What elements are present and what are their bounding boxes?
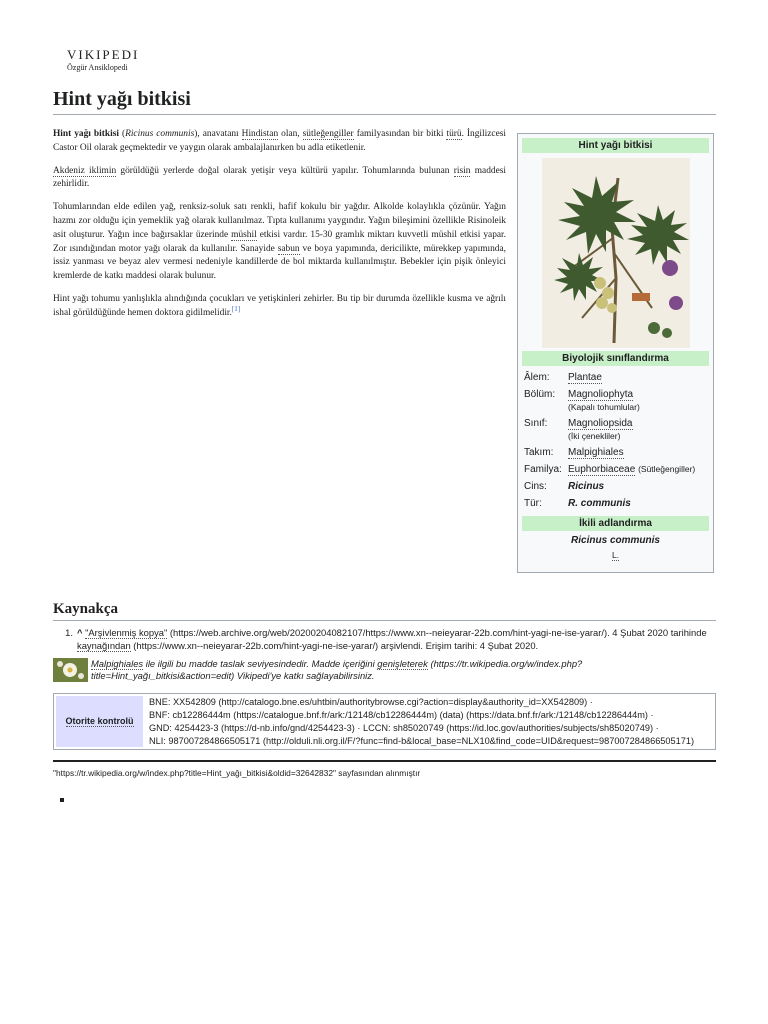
castor-plant-drawing [542, 158, 690, 348]
authority-line-bnf[interactable]: BNF: cb12286444m (https://catalogue.bnf.fr/ark:/12148/cb12286444m) (data) (https://data.bnf.fr/ark:/12148/cb12286444m) · [149, 710, 654, 720]
logo-wordmark: VIKIPEDI [67, 47, 140, 62]
link-turu[interactable]: türü [446, 129, 462, 139]
taxon-link[interactable]: Euphorbiaceae [568, 464, 636, 475]
taxon-note: (Sütleğengiller) [638, 464, 696, 474]
references-heading: Kaynakça [53, 598, 716, 621]
article-body [53, 128, 506, 330]
intro-paragraph-2 [53, 165, 506, 193]
taxon-key: Cins: [524, 481, 547, 492]
plant-illustration[interactable] [542, 158, 690, 348]
link-akdeniz-iklimi[interactable]: Akdeniz iklimin [53, 165, 117, 176]
taxon-row-genus [522, 478, 709, 495]
text: 4 Şubat 2020 tarihinde [609, 627, 707, 638]
binomial-name [522, 531, 709, 566]
taxon-row-order [522, 444, 709, 461]
authority-line-gnd-lccn[interactable]: GND: 4254423-3 (https://d-nb.info/gnd/4254423-3) · LCCN: sh85020749 (https://id.loc.gov/authorities/subjects/sh85020749) · [149, 723, 659, 733]
taxon-key: Âlem: [524, 372, 550, 383]
taxon-key: Tür: [524, 498, 542, 509]
text: Tohumlarından elde edilen yağ, renksiz-soluk satı renkli, hafif kokulu bir yağdır. Alkolde kolaylıkla çözünür. Yağın hazmı zor olduğu için yemeklik yağ olarak kullanılmaz. Tıpta kullanımı yaygındır. Yağın bileşimini özellikle Risinoleik asit oluşturur. Yağın ince bağırsaklar üzerinde [53, 202, 506, 240]
text: görüldüğü yerlerde doğal olarak yetişir veya kültürü yapılır. Tohumlarında bulunan [116, 165, 454, 176]
text: olan, [278, 129, 303, 139]
backlink-caret[interactable]: ^ [77, 627, 83, 638]
taxon-value: R. communis [568, 498, 631, 509]
authority-label-text[interactable]: Otorite kontrolü [65, 716, 134, 726]
text: ile ilgili bu madde taslak seviyesindedir. Madde içeriğini [143, 658, 378, 669]
authority-identifiers [145, 694, 698, 749]
authority-control-box [53, 693, 716, 750]
stub-url: (https://tr.wikipedia.org/w/index.php?title=Hint_yağı_bitkisi&action=edit) [91, 658, 583, 682]
text: etkisi vardır. 15-30 gramlık miktarı kuvvetli müshil etkisi yapar. Zor ısındığından motor yağı olarak da kullanılır. Sanayide [53, 229, 506, 254]
binomial-header: İkili adlandırma [522, 516, 709, 531]
taxon-key: Familya: [524, 464, 562, 475]
taxon-link[interactable]: Malpighiales [568, 447, 624, 458]
text: ), anavatanı [194, 129, 242, 139]
link-mushil[interactable]: müshil [231, 229, 257, 240]
list-bullet [60, 798, 64, 802]
reference-number: 1. [65, 627, 73, 638]
stub-notice [53, 658, 718, 683]
reference-url: (https://web.archive.org/web/20200204082107/https://www.xn--neieyarar-22b.com/hint-yagi-ne-ise-yarar/). [167, 627, 610, 638]
text: Vikipedi'ye katkı sağlayabilirsiniz. [234, 670, 375, 682]
classification-rows [522, 366, 709, 512]
stub-topic-link[interactable]: Malpighiales [91, 658, 144, 669]
expand-link[interactable]: genişleterek [377, 658, 428, 669]
intro-paragraph-1 [53, 128, 506, 156]
taxon-key: Takım: [524, 447, 554, 458]
wikipedia-logo[interactable] [67, 47, 147, 73]
taxon-row-kingdom [522, 369, 709, 386]
text: arşivlendi. Erişim tarihi: 4 Şubat 2020. [378, 639, 539, 651]
taxon-key: Sınıf: [524, 418, 548, 429]
link-risin[interactable]: risin [453, 165, 471, 176]
reference-list [53, 627, 718, 652]
reference-title-link[interactable]: "Arşivlenmiş kopya" [85, 627, 168, 638]
intro-paragraph-4 [53, 293, 506, 321]
scientific-name: Ricinus communis [125, 129, 195, 139]
reference-link-1[interactable]: [1] [231, 304, 241, 313]
taxon-note: (Kapalı tohumlular) [568, 402, 640, 412]
source-link[interactable]: kaynağından [77, 639, 131, 651]
taxobox [517, 133, 714, 573]
text: maddesi zehirlidir. [53, 165, 506, 190]
infobox-title: Hint yağı bitkisi [522, 138, 709, 153]
footer-divider [53, 760, 716, 762]
text: Hint yağı tohumu yanlışlıkla alındığında çocukları ve yetişkinleri zehirler. Bu tip bir durumda özellikle kusma ve ağrılı ishal görüldüğünde hemen doktora gidilmelidir. [53, 293, 506, 318]
stub-flower-icon [53, 658, 88, 682]
text: . İngilizcesi Castor Oil olarak geçmektedir ve yaygın olarak ambalajlanırken bu adla etiketlenir. [53, 129, 506, 153]
taxon-row-family [522, 461, 709, 478]
taxon-value: Ricinus [568, 481, 605, 492]
logo-tagline: Özgür Ansiklopedi [67, 63, 128, 72]
reference-url: (https://www.xn--neieyarar-22b.com/hint-yagi-ne-ise-yarar/) [130, 639, 379, 651]
text: ( [118, 129, 126, 139]
taxon-row-division [522, 386, 709, 415]
intro-paragraph-3 [53, 201, 506, 284]
classification-header: Biyolojik sınıflandırma [522, 351, 709, 366]
link-sutlegengiller[interactable]: sütleğengiller [302, 129, 354, 139]
reference-item-1 [53, 627, 718, 652]
link-hindistan[interactable]: Hindistan [241, 129, 279, 139]
link-sabun[interactable]: sabun [277, 243, 300, 254]
taxon-link[interactable]: Magnoliopsida [568, 418, 633, 429]
taxon-link[interactable]: Plantae [568, 372, 602, 383]
text: ve boya yapımında, dericilikte, mürekkep yapımında, issiz yanması ve beyaz alev vermesi nedeniyle kandillerde de bol miktarda kullanılmıştır. Bebekler için pişik önleyici kremlerde de katkı maddesi olarak bulunur. [53, 243, 506, 282]
lead-bold: Hint yağı bitkisi [53, 129, 119, 139]
taxon-link[interactable]: Magnoliophyta [568, 389, 634, 400]
taxon-row-species [522, 495, 709, 512]
author-link[interactable]: L. [611, 550, 620, 560]
taxon-note: (İki çenekliler) [568, 431, 621, 441]
retrieved-from: "https://tr.wikipedia.org/w/index.php?title=Hint_yağı_bitkisi&oldid=32642832" sayfasından alınmıştır [53, 768, 421, 778]
taxon-key: Bölüm: [524, 389, 556, 400]
authority-control-label[interactable] [56, 696, 143, 747]
text: familyasından bir bitki [353, 129, 447, 139]
authority-line-bne[interactable]: BNE: XX542809 (http://catalogo.bne.es/uhtbin/authoritybrowse.cgi?action=display&authority_id=XX542809) · [149, 697, 593, 707]
page-title: Hint yağı bitkisi [53, 86, 716, 115]
authority-line-nli[interactable]: NLI: 987007284866505171 (http://olduli.nli.org.il/F/?func=find-b&local_base=NLX10&find_code=UID&request=987007284866505171) [149, 736, 695, 746]
binomial-text: Ricinus communis [571, 535, 660, 546]
taxon-row-class [522, 415, 709, 444]
